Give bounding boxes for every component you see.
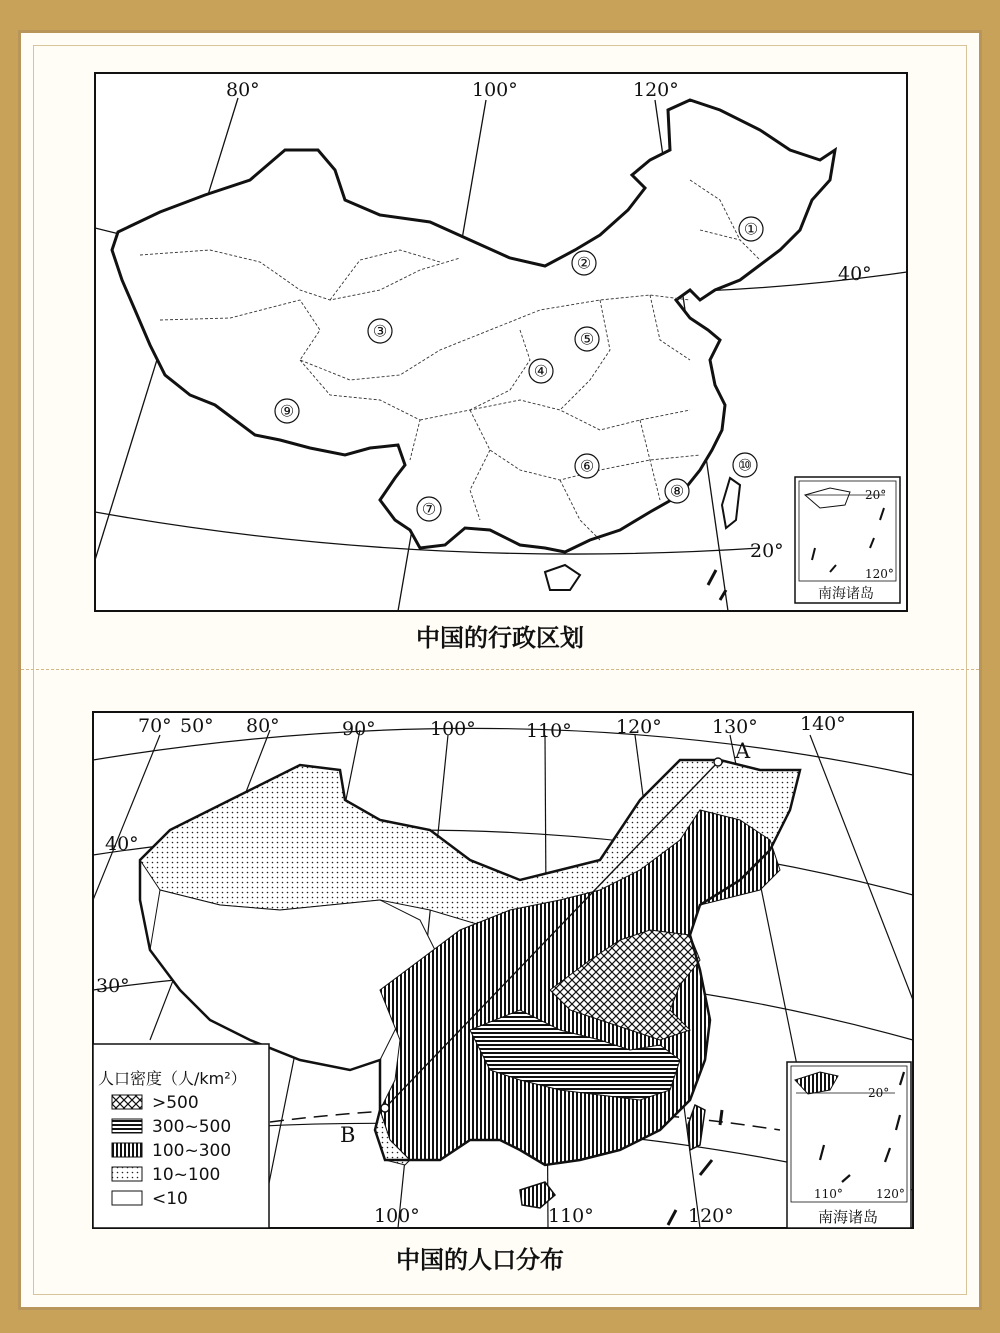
admin-map [95,73,907,611]
region-marker-1 [739,217,763,241]
population-map-caption: 中国的人口分布 [396,1246,564,1274]
pop-lon-label-100: 100° [430,718,476,740]
legend-label-100-300: 100~300 [152,1141,232,1161]
region-label-1: ① [743,219,759,239]
legend-title: 人口密度（人/km²） [98,1069,247,1088]
legend-swatch-over-500 [112,1095,142,1109]
pop-lon-bottom-110: 110° [548,1205,594,1227]
pop-lon-label-130: 130° [712,716,758,738]
pop-lat-label-40: 40° [105,833,139,855]
inset2-title: 南海诸岛 [818,1208,879,1226]
pop-lon-label-70: 70° [138,715,172,737]
inset1-lon-label: 120° [865,567,894,581]
region-label-8: ⑧ [669,481,685,501]
south-sea-inset-1 [795,477,900,603]
inset2-lon-label-a: 110° [814,1187,843,1201]
south-sea-inset-2 [787,1062,911,1228]
region-label-2: ② [576,253,592,273]
region-marker-8 [665,479,689,503]
inset2-lon-label-b: 120° [876,1187,905,1201]
pop-lon-label-80: 80° [246,715,280,737]
admin-map-caption: 中国的行政区划 [416,624,584,652]
pop-lon-bottom-120: 120° [688,1205,734,1227]
region-label-4: ④ [533,361,549,381]
region-label-9: ⑨ [279,401,295,421]
pop-lon-label-110: 110° [526,720,572,742]
region-label-10: ⑩ [737,455,753,475]
region-marker-4 [529,359,553,383]
pop-lon-label-140: 140° [800,713,846,735]
region-marker-9 [275,399,299,423]
lon-label-100: 100° [472,79,518,101]
inset2-lat-label: 20° [868,1086,890,1100]
point-a-marker [714,758,722,766]
pop-lon-label-120: 120° [616,716,662,738]
pop-lat-label-30: 30° [96,975,130,997]
legend-label-300-500: 300~500 [152,1117,232,1137]
point-b-label: B [340,1123,356,1147]
pop-lon-label-90: 90° [342,718,376,740]
region-label-6: ⑥ [579,456,595,476]
region-label-5: ⑤ [579,329,595,349]
legend-label-under-10: <10 [152,1189,188,1209]
region-marker-10 [733,453,757,477]
legend-swatch-10-100 [112,1167,142,1181]
region-marker-6 [575,454,599,478]
lon-label-80: 80° [226,79,260,101]
inset1-title: 南海诸岛 [818,586,874,602]
region-marker-2 [572,251,596,275]
legend-swatch-under-10 [112,1191,142,1205]
legend-label-over-500: >500 [152,1093,199,1113]
point-a-label: A [735,739,751,763]
region-marker-7 [417,497,441,521]
region-label-3: ③ [372,321,388,341]
point-b-marker [381,1104,389,1112]
population-map [93,712,913,1228]
inset1-lat-label: 20° [865,488,887,502]
density-legend [93,1044,269,1228]
legend-swatch-300-500 [112,1119,142,1133]
pop-lon-label-50: 50° [180,715,214,737]
legend-swatch-100-300 [112,1143,142,1157]
lat-label-40: 40° [838,263,872,285]
region-marker-5 [575,327,599,351]
lon-label-120: 120° [633,79,679,101]
pop-lon-bottom-100: 100° [374,1205,420,1227]
lat-label-20: 20° [750,540,784,562]
region-label-7: ⑦ [421,499,437,519]
region-marker-3 [368,319,392,343]
legend-label-10-100: 10~100 [152,1165,221,1185]
